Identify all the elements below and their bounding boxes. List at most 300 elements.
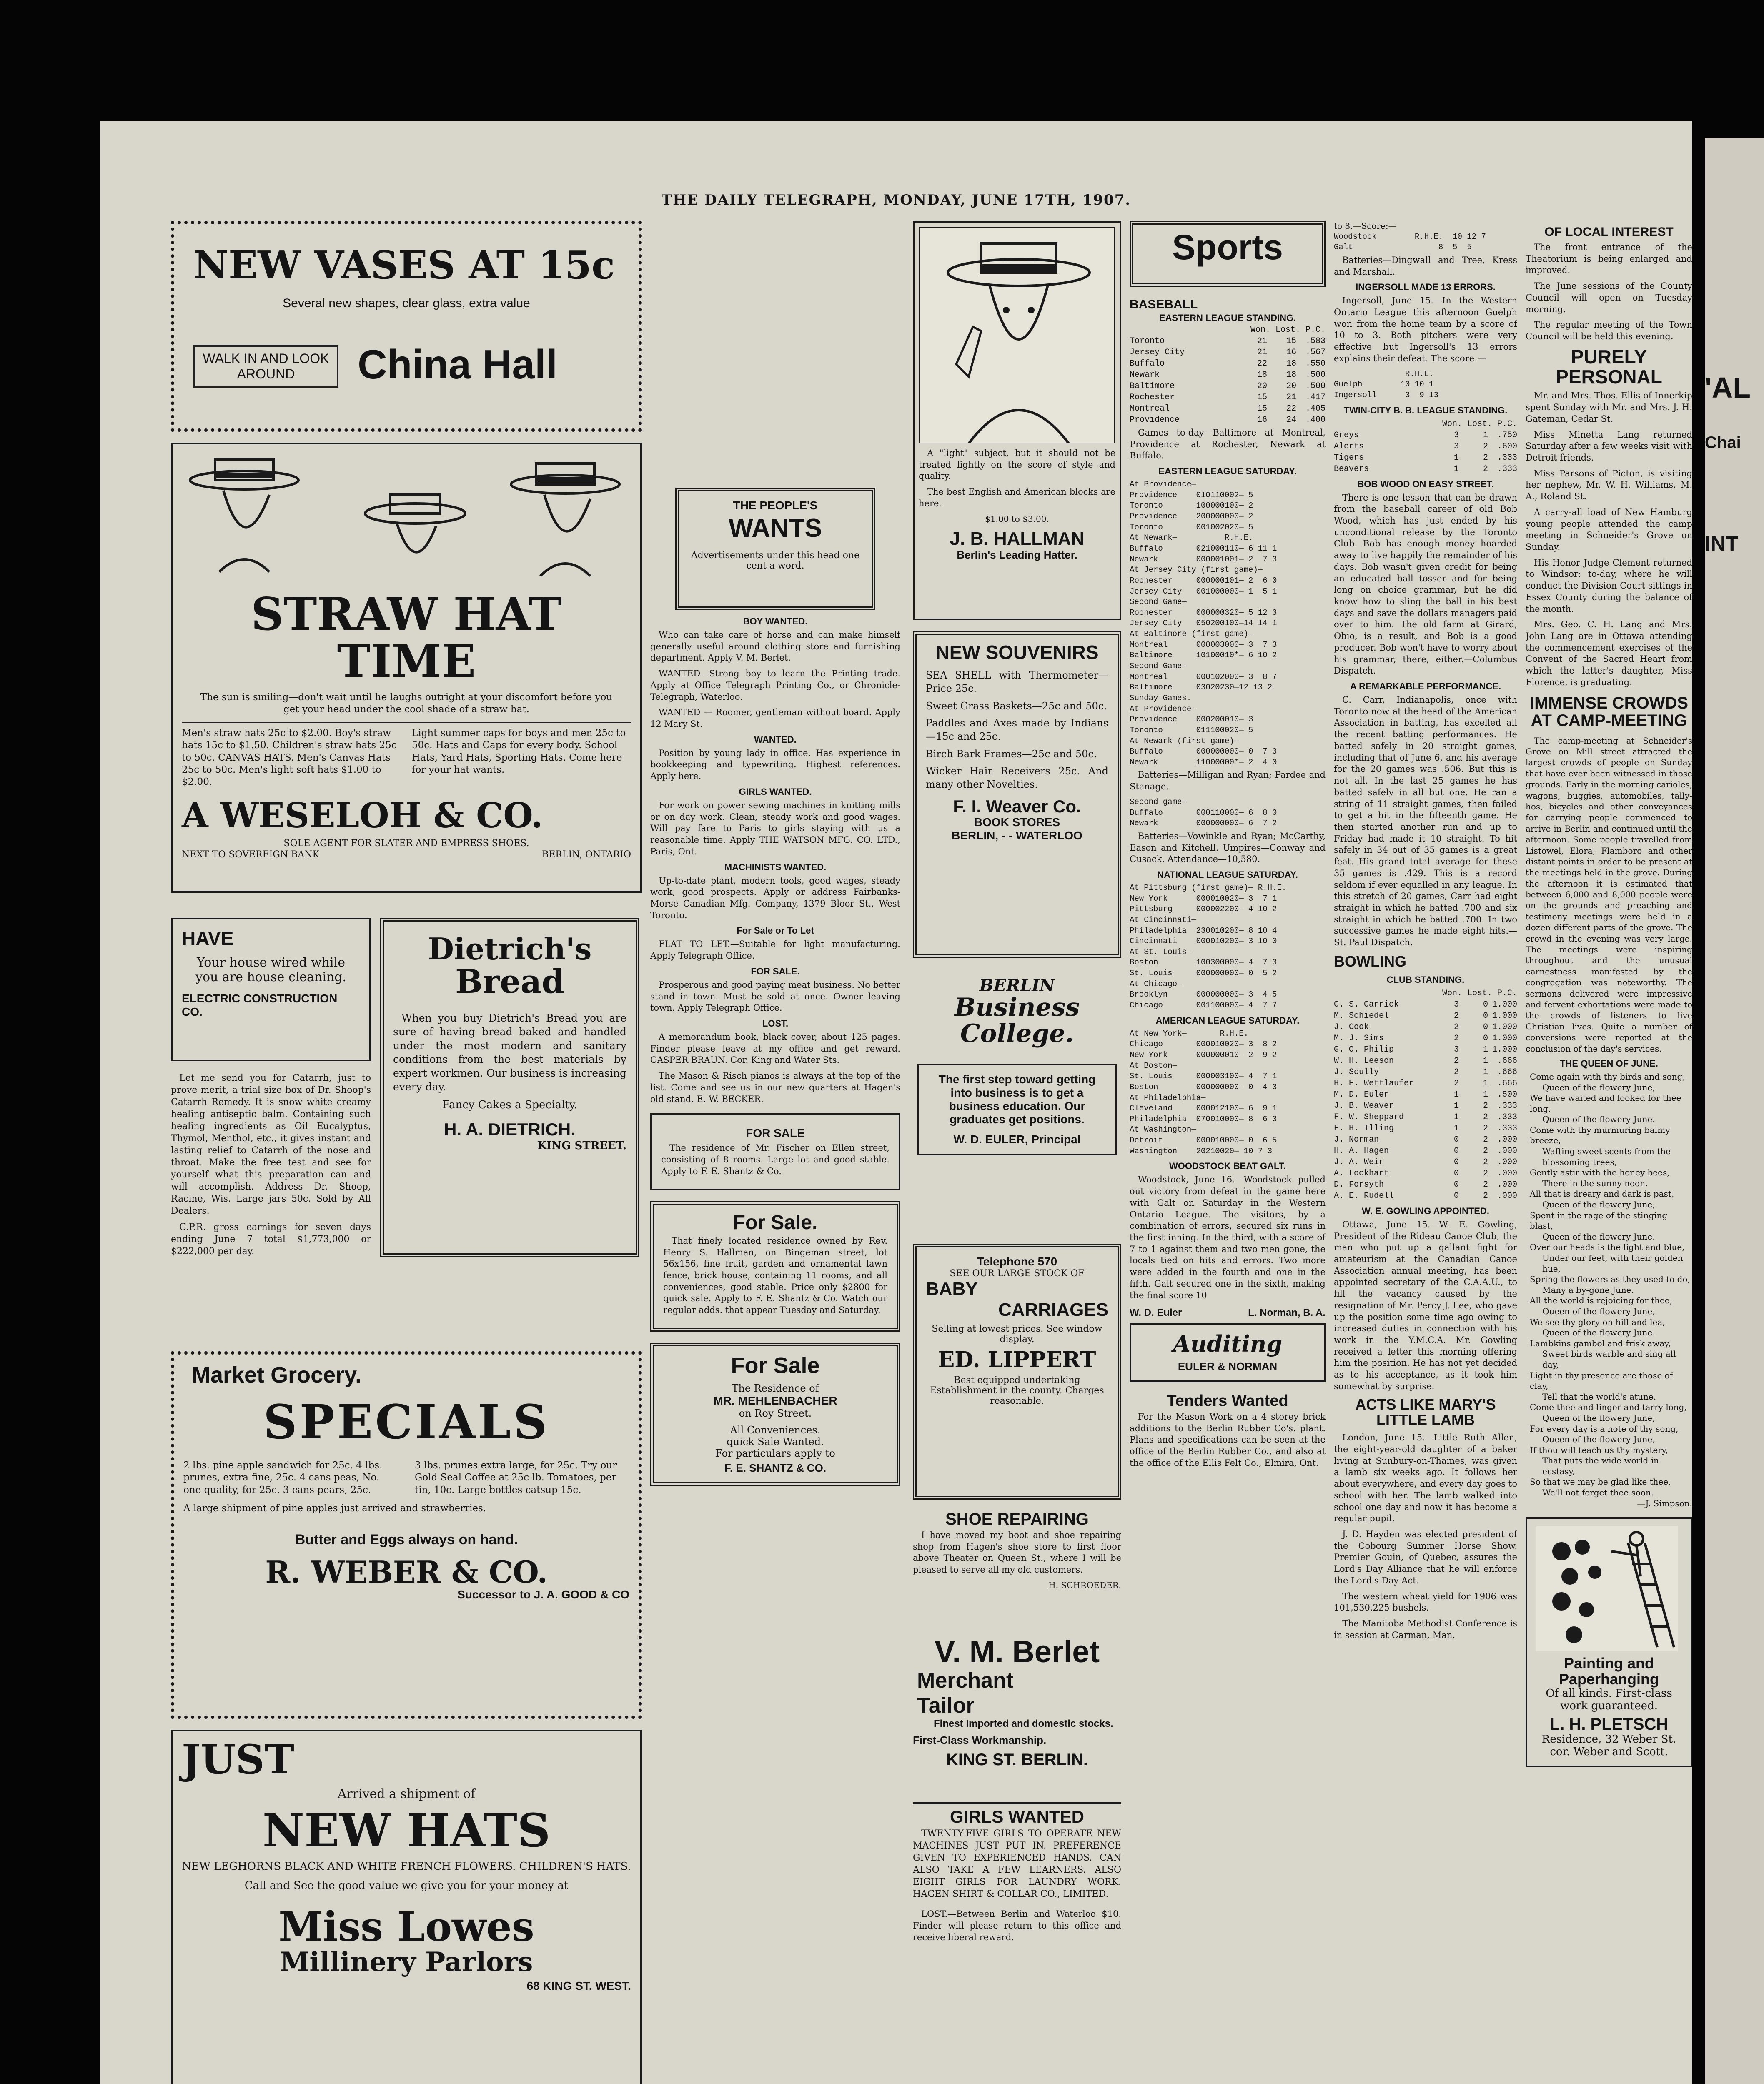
club-row-value: 1.000 (1492, 1011, 1517, 1021)
national-line: At Pittsburg (first game)— R.H.E. (1130, 883, 1287, 892)
eastern-saturday-head: EASTERN LEAGUE SATURDAY. (1158, 466, 1297, 477)
market-right: 3 lbs. prunes extra large, for 25c. Try our Gold Seal Coffee at 25c lb. Tomatoes, per tin, 10c. Large bottles catsup 15c. (415, 1460, 617, 1496)
twin-row-value: .600 (1497, 441, 1517, 451)
club-row-value: 2 (1483, 1168, 1488, 1178)
poem-title: THE QUEEN OF JUNE. (1560, 1058, 1658, 1069)
forsale3-l4: All Conveniences. (730, 1424, 821, 1436)
forsale2-ad (650, 1201, 900, 1331)
lippert-carriages: CARRIAGES (998, 1300, 1108, 1320)
eastern-row-value: 15 (1286, 336, 1296, 346)
club-row (1334, 1089, 1517, 1100)
club-row-value: 2 (1453, 1033, 1459, 1043)
hats-call: Call and See the good value we give you for your money at (244, 1879, 569, 1892)
hallman-price: $1.00 to $3.00. (985, 513, 1049, 524)
poem-line: We have waited and looked for thee long, (1530, 1093, 1681, 1114)
weseloh-sole: SOLE AGENT FOR SLATER AND EMPRESS SHOES. (283, 838, 529, 849)
club-row-value: .666 (1497, 1078, 1517, 1088)
pletsch-sub: Of all kinds. First-class work guaranteed. (1546, 1687, 1672, 1712)
straw-hat-heads-icon (182, 451, 632, 589)
club-row-name: J. A. Weir (1334, 1157, 1384, 1167)
poem-line: Spent in the rage of the stinging blast, (1530, 1210, 1668, 1231)
twin-row-value: 1 (1483, 430, 1488, 440)
personal-title: PURELY PERSONAL (1556, 346, 1662, 388)
column-sports (1130, 221, 1326, 1473)
club-row-name: J. B. Weaver (1334, 1101, 1394, 1111)
market-left: 2 lbs. pine apple sandwich for 25c. 4 lbs. prunes, extra fine, 25c. 4 cans peas, No. one quality, for 25c. 3 cans pears, 25c. (183, 1460, 383, 1496)
score-line: At Providence— (1130, 704, 1196, 714)
strawhat-left: Men's straw hats 25c to $2.00. Boy's straw hats 15c to $1.50. Children's straw hats 25c to 50c. CANVAS HATS. Men's Canvas Hats 25c to 50c. Men's light soft hats $1.00 to $2.00. (182, 727, 397, 788)
eastern-row-value: 20 (1257, 381, 1267, 391)
american-scores (1130, 1029, 1326, 1157)
lippert-body: Best equipped undertaking Establishment in the county. Charges reasonable. (930, 1375, 1104, 1406)
club-row-value: .000 (1497, 1135, 1517, 1145)
club-row-value: 0 (1453, 1180, 1459, 1190)
electric-ad (171, 918, 371, 1061)
college-principal: W. D. EULER, Principal (953, 1133, 1081, 1146)
eastern-row-name: Buffalo (1130, 359, 1165, 368)
twin-row-value: 3 (1453, 441, 1459, 451)
ingersoll-head: INGERSOLL MADE 13 ERRORS. (1356, 282, 1496, 293)
wood-story: There is one lesson that can be drawn from the baseball career of old Bob Wood, which has just ended by his unconditional release by the Toronto Club. Bob has enough money hoarded away to live happily the remainder of his days. Bob wasn't given credit for being an educated ball tosser and for being long on choice grammar, but he did know how to sling the ball in his best days and save the dollars managers paid over to him. The old farm at Girard, Ohio, is a result, and Bob is a good producer. Bob won't have to worry about his grammar, there, either.—Columbus Dispatch. (1334, 492, 1517, 676)
forsale2-body: That finely located residence owned by Rev. Henry S. Hallman, on Bingeman street, lot 56x156, fine fruit, garden and ornamental lawn fence, brick house, containing 11 rooms, and all conveniences, good stable. Price only $2800 for quick sale. Apply to F. E. Shantz & Co. Watch our regular adds. that appear Tuesday and Saturday. (663, 1235, 887, 1315)
lippert-sell: Selling at lowest prices. See window display. (932, 1324, 1102, 1345)
weseloh-city: BERLIN, ONTARIO (542, 849, 631, 860)
poem-line: If thou will teach us thy mystery, (1530, 1445, 1668, 1455)
club-row (1334, 1100, 1517, 1112)
want-heading: LOST. (762, 1018, 789, 1029)
poem-line: Come with thy murmuring balmy breeze, (1530, 1125, 1670, 1146)
twin-row-name: Greys (1334, 430, 1359, 440)
weaver-firm: F. I. Weaver Co. (953, 796, 1081, 816)
ingersoll-line: R.H.E. (1334, 369, 1434, 378)
hats-just: JUST (182, 1736, 294, 1783)
club-row-value: 2 (1453, 1022, 1459, 1032)
twin-row-value: .750 (1497, 430, 1517, 440)
club-row-value: 2 (1453, 1067, 1459, 1077)
twin-row-value: 2 (1483, 453, 1488, 463)
club-row-value: 1.000 (1492, 999, 1517, 1009)
new-hats-ad (171, 1730, 642, 2084)
woodstock-batteries: Batteries—Dingwall and Tree, Kress and Marshall. (1334, 255, 1517, 277)
hallman-ad (913, 221, 1121, 620)
score-line: Second Game— (1130, 597, 1187, 607)
wood-head: BOB WOOD ON EASY STREET. (1357, 478, 1494, 489)
ingersoll-line: Guelph 10 10 1 (1334, 380, 1434, 389)
eastern-row-name: Baltimore (1130, 381, 1175, 391)
club-row (1334, 1157, 1517, 1168)
tenders-body: For the Mason Work on a 4 storey brick additions to the Berlin Rubber Co's. plant. Plans and specifications can be seen at the office of the Berlin Rubber Co., and also at the office of the Ellis Felt Co., Elmira, Ont. (1130, 1411, 1326, 1468)
score-line: Buffalo 021000110— 6 11 1 (1130, 544, 1277, 553)
galt-story: Woodstock, June 16.—Woodstock pulled out victory from defeat in the game here with Galt on Saturday in the Western Ontario League. The visitors, by a combination of errors, secured six runs in the first inning. In the third, with a score of 7 to 1 against them and two men gone, the locals tied on hits and errors. Two more were added in the fourth and one in the fifth. Galt secured one in the sixth, making the final score 10 (1130, 1175, 1326, 1300)
personal-item: His Honor Judge Clement returned to Windsor: to-day, where he will conduct the Division Court sittings in Essex County during the balance of the month. (1526, 557, 1692, 614)
eastern-row-name: Montreal (1130, 404, 1170, 413)
poem-line: Queen of the flowery June, (1542, 1434, 1655, 1445)
poem-line: Light in thy presence are those of clay, (1530, 1370, 1673, 1391)
score-line: Newark 000000000— 6 7 2 (1130, 819, 1277, 828)
national-line: At St. Louis— (1130, 947, 1192, 957)
painter-on-ladder-icon (1536, 1526, 1678, 1651)
score-line: Second game— (1130, 797, 1187, 807)
want-text: WANTED — Roomer, gentleman without board. Apply 12 Mary St. (650, 707, 900, 729)
score-line: Rochester 000000320— 5 12 3 (1130, 608, 1277, 617)
eastern-row-name: Providence (1130, 415, 1180, 425)
eastern-standing-head: EASTERN LEAGUE STANDING. (1159, 313, 1296, 323)
vases-headline: NEW VASES AT 15c (193, 243, 615, 288)
poem-line: Gently astir with the honey bees, (1530, 1167, 1670, 1178)
eastern-row-value: 16 (1286, 348, 1296, 357)
want-text: WANTED—Strong boy to learn the Printing trade. Apply at Office Telegraph Printing Co., or Chronicle-Telegraph, Waterloo. (650, 669, 900, 702)
wants-title1: THE PEOPLE'S (733, 499, 818, 512)
euler-right: L. Norman, B. A. (1248, 1307, 1326, 1319)
poem-line: We see thy glory on hill and lea, (1530, 1317, 1665, 1327)
eastern-row-value: 22 (1286, 404, 1296, 413)
berlet-l3: Finest Imported and domestic stocks. (934, 1718, 1113, 1729)
score-line: Jersey City 001000000— 1 5 1 (1130, 586, 1277, 596)
club-row-name: H. E. Wettlaufer (1334, 1078, 1414, 1088)
score-line: Newark 11000000*— 2 4 0 (1130, 757, 1277, 767)
euler-firm: EULER & NORMAN (1178, 1360, 1278, 1373)
american-line: Detroit 000010000— 0 6 5 (1130, 1136, 1277, 1145)
local-item: The front entrance of the Theatorium is being enlarged and improved. (1526, 242, 1692, 276)
dietrich-ad (380, 918, 639, 1257)
american-line: New York 000000010— 2 9 2 (1130, 1050, 1277, 1060)
twin-row (1334, 441, 1517, 452)
club-row-value: .000 (1497, 1157, 1517, 1167)
electric-body: Your house wired while you are house cleaning. (195, 955, 346, 984)
lowes-addr: 68 KING ST. WEST. (526, 1979, 631, 1993)
national-line: At Chicago— (1130, 979, 1182, 989)
batteries2: Batteries—Vowinkle and Ryan; McCarthy, Eason and Kitchell. Umpires—Conway and Cusack. Attendance—10,580. (1130, 831, 1326, 864)
poem-line: Lambkins gambol and frisk away, (1530, 1338, 1671, 1348)
score-line: Toronto 011100020— 5 (1130, 725, 1253, 735)
club-row-name: H. A. Hagen (1334, 1146, 1389, 1156)
eastern-row (1130, 381, 1326, 392)
club-row-value: 1 (1483, 1045, 1488, 1055)
girls-title: GIRLS WANTED (950, 1807, 1084, 1826)
national-line: Boston 100300000— 4 7 3 (1130, 958, 1277, 967)
poem-line: Queen of the flowery June. (1542, 1114, 1655, 1125)
poem-line: Queen of the flowery June, (1542, 1306, 1655, 1316)
lamb-head: ACTS LIKE MARY'S LITTLE LAMB (1355, 1395, 1496, 1429)
poem-line: Over our heads is the light and blue, (1530, 1242, 1685, 1252)
forsale3-firm: F. E. SHANTZ & CO. (724, 1461, 827, 1474)
lippert-firm: ED. LIPPERT (938, 1347, 1096, 1373)
club-row-value: 1.000 (1492, 1022, 1517, 1032)
sports-banner (1130, 221, 1326, 287)
club-row-value: .000 (1497, 1191, 1517, 1201)
club-row (1334, 1078, 1517, 1089)
eastern-row-value: 20 (1286, 381, 1296, 391)
college-name2: Business College. (954, 993, 1080, 1048)
twin-row-value: 2 (1483, 441, 1488, 451)
crowds-title: IMMENSE CROWDS AT CAMP-MEETING (1530, 694, 1688, 730)
woodstock-score (1334, 232, 1517, 253)
shoe-title: SHOE REPAIRING (945, 1510, 1089, 1528)
market-headline: SPECIALS (263, 1395, 550, 1450)
vases-walk-box: WALK IN AND LOOK AROUND (193, 345, 338, 388)
strawhat-intro: The sun is smiling—don't wait until he laughs outright at your discomfort before you get your head under the cool shade of a straw hat. (200, 691, 613, 715)
poem-line: Come thee and linger and tarry long, (1530, 1402, 1687, 1413)
poem-line: So that we may be glad like thee, (1530, 1477, 1671, 1487)
shoe-firm: H. SCHROEDER. (1048, 1580, 1121, 1590)
poem-lines (1526, 1072, 1692, 1498)
club-row-name: F. W. Sheppard (1334, 1112, 1404, 1122)
column-local (1526, 221, 1692, 1778)
twin-row-name: Beavers (1334, 464, 1369, 474)
poem-line: Wafting sweet scents from the blossoming trees, (1542, 1146, 1671, 1167)
eastern-row-value: 22 (1257, 359, 1267, 368)
cpr-notice: C.P.R. gross earnings for seven days ending June 7 total $1,773,000 or $222,000 per day. (171, 1222, 371, 1257)
score-line: Baltimore 10100010*— 6 10 2 (1130, 651, 1277, 660)
forsale1-body: The residence of Mr. Fischer on Ellen street, consisting of 8 rooms. Large lot and good stable. Apply to F. E. Shantz & Co. (661, 1143, 890, 1176)
eastern-row (1130, 414, 1326, 426)
club-row-value: 1 (1453, 1123, 1459, 1133)
eastern-row-value: 24 (1286, 415, 1296, 425)
score-line: Providence 200000000— 2 (1130, 512, 1253, 521)
eastern-row-value: .500 (1305, 370, 1326, 380)
ingersoll-score (1334, 369, 1517, 401)
edge-frag1: 'AL (1705, 371, 1751, 404)
club-row-value: 2 (1483, 1157, 1488, 1167)
want-text: Position by young lady in office. Has experience in bookkeeping and typewriting. Highest references. Apply here. (650, 748, 900, 782)
china-hall: China Hall (358, 341, 558, 387)
souvenir-item: Sweet Grass Baskets—25c and 50c. (926, 700, 1107, 712)
market-title: Market Grocery. (192, 1363, 362, 1388)
national-line: Chicago 001100000— 4 7 7 (1130, 1001, 1277, 1010)
want-heading: BOY WANTED. (743, 616, 808, 626)
ingersoll-story: Ingersoll, June 15.—In the Western Ontario League this afternoon Guelph won from the home team by a score of 10 to 3. Both pitchers were very effective but Ingersoll's 13 errors explains their defeat. The score:— (1334, 296, 1517, 363)
local-items (1526, 242, 1692, 343)
tenders-title: Tenders Wanted (1167, 1392, 1288, 1410)
twin-row-name: Alerts (1334, 441, 1364, 451)
club-row-value: .000 (1497, 1180, 1517, 1190)
market-grocery-ad (171, 1351, 642, 1719)
want-text: Who can take care of horse and can make himself generally useful around clothing store and furnishing department. Apply V. M. Berlet. (650, 630, 900, 663)
twin-row-value: .333 (1497, 453, 1517, 463)
club-row-value: .333 (1497, 1101, 1517, 1111)
eastern-row (1130, 369, 1326, 381)
club-row (1334, 1190, 1517, 1202)
club-row-name: M. D. Euler (1334, 1090, 1389, 1100)
club-row (1334, 1134, 1517, 1145)
weber-successor: Successor to J. A. GOOD & CO (457, 1588, 629, 1601)
edge-frag2: Chai (1705, 433, 1741, 452)
national-line: At Cincinnati— (1130, 915, 1196, 924)
weseloh-firm: A WESELOH & CO. (182, 795, 543, 836)
hats-arrived: Arrived a shipment of (337, 1786, 476, 1801)
berlet-l2: Tailor (917, 1693, 975, 1718)
personal-item: Mrs. Geo. C. H. Lang and Mrs. John Lang are in Ottawa attending the commencement exercises of the Convent of the Sacred Heart from which the latter's daughter, Miss Florence, is graduating. (1526, 619, 1692, 687)
wants-list (650, 616, 900, 1105)
electric-have: HAVE (182, 927, 234, 949)
crowds-story: The camp-meeting at Schneider's Grove on Mill street attracted the largest crowds of people on Sunday that have ever been witnessed in those grounds. Early in the morning carioles, wagons, buggies, automobiles, tally-hos, bicycles and other conveyances for carrying people commenced to arrive in Berlin and continued until the afternoon. Some people travelled from Listowel, Elora, Flamboro and other distant points in order to be present at the meetings held in the grove. During the afternoon it is estimated that between 6,000 and 8,000 people were on the grounds and preaching and testimony meetings were held in a dozen different parts of the grove. The crowd in the evening was very large. The meetings were inspiring throughout and the unusual earnestness manifested by the congregation was noteworthy. The sermons delivered were impressive and fervent exhortations were made to the crowds of listeners to live Christian lives. Quite a number of conversions were reported at the conclusion of the day's services. (1526, 735, 1692, 1054)
lamb-story: London, June 15.—Little Ruth Allen, the eight-year-old daughter of a baker living at Sunbury-on-Thames, was given a lamb six weeks ago. It follows her about everywhere, and every day goes to school with her. The lamb walked into school one day and now it has become a regular pupil. (1334, 1433, 1517, 1524)
next-page-edge (1705, 138, 1764, 2084)
vases-subline: Several new shapes, clear glass, extra value (283, 296, 530, 310)
pletsch-firm: L. H. PLETSCH (1549, 1715, 1669, 1733)
club-row-value: 1 (1483, 1056, 1488, 1066)
newspaper-page (100, 121, 1692, 2084)
market-shipment: A large shipment of pine apples just arrived and strawberries. (183, 1503, 486, 1514)
score-line: Baltimore 03020230—12 13 2 (1130, 683, 1273, 692)
club-row-value: .666 (1497, 1056, 1517, 1066)
twin-row-value: 3 (1453, 430, 1459, 440)
want-text: For work on power sewing machines in knitting mills or on day work. Clean, steady work and good wages. Will pay fare to Paris to girls staying with us a reasonable time. Apply THE WATSON MFG. CO. LTD., Paris, Ont. (650, 800, 900, 857)
eastern-row-value: .550 (1305, 359, 1326, 368)
personal-item: A carry-all load of New Hamburg young people attended the camp meeting in Schneider's Grove on Sunday. (1526, 507, 1692, 552)
poem-line: Under our feet, with their golden hue, (1542, 1253, 1683, 1274)
poem-line: Spring the flowers as they used to do, (1530, 1274, 1690, 1285)
club-row-value: 1 (1453, 1112, 1459, 1122)
forsale1-ad (650, 1113, 900, 1190)
lippert-see: SEE OUR LARGE STOCK OF (950, 1268, 1085, 1279)
college-body: The first step toward getting into business is to get a business education. Our graduates get positions. (938, 1073, 1096, 1126)
club-row-value: .500 (1497, 1090, 1517, 1100)
poem-line: There in the sunny noon. (1542, 1178, 1648, 1188)
club-row-name: J. Scully (1334, 1067, 1379, 1077)
poem-line: Many a by-gone June. (1542, 1285, 1634, 1295)
poem-line: Queen of the flowery June, (1542, 1082, 1655, 1092)
college-name1: BERLIN (979, 976, 1055, 995)
club-row-name: J. Norman (1334, 1135, 1379, 1145)
want-heading: For Sale or To Let (737, 925, 814, 936)
eastern-row-value: 21 (1286, 393, 1296, 402)
poem-line: Tell that the world's atune. (1542, 1391, 1656, 1402)
american-line: St. Louis 000003100— 4 7 1 (1130, 1072, 1277, 1081)
twin-row (1334, 430, 1517, 441)
eastern-row (1130, 336, 1326, 347)
club-row-name: G. O. Philip (1334, 1045, 1394, 1055)
score-line: Toronto 001002020— 5 (1130, 522, 1253, 532)
berlet-l1: Merchant (917, 1668, 1014, 1693)
souvenirs-list (926, 669, 1108, 791)
eastern-row-value: 18 (1286, 370, 1296, 380)
market-butter: Butter and Eggs always on hand. (295, 1532, 518, 1548)
club-row-value: 1 (1483, 1067, 1488, 1077)
eastern-row (1130, 358, 1326, 369)
strawhat-right: Light summer caps for boys and men 25c to 50c. Hats and Caps for every body. School Hats, Yard Hats, Sporting Hats. Come here for your hat wants. (412, 727, 626, 775)
club-row-value: 0 (1453, 1135, 1459, 1145)
lippert-phone: Telephone 570 (977, 1255, 1057, 1268)
club-row-value: 0 (1453, 1191, 1459, 1201)
hallman-caption: A "light" subject, but it should not be treated lightly on the score of style and quality. (919, 448, 1115, 481)
eastern-row (1130, 392, 1326, 403)
eastern-row-value: 15 (1257, 404, 1267, 413)
national-line: St. Louis 000000000— 0 5 2 (1130, 969, 1277, 978)
poem-line: Queen of the flowery June, (1542, 1200, 1655, 1210)
score-line: Sunday Games. (1130, 693, 1192, 703)
poem-line: All the world is rejoicing for thee, (1530, 1295, 1672, 1306)
forsale3-l5: quick Sale Wanted. (727, 1435, 824, 1448)
club-row-name: F. H. Illing (1334, 1123, 1394, 1133)
want-heading: MACHINISTS WANTED. (724, 862, 827, 872)
eastern-row-value: .500 (1305, 381, 1326, 391)
club-row (1334, 999, 1517, 1010)
american-line: Washington 20210020— 10 7 3 (1130, 1146, 1273, 1156)
berlet-ad (913, 1636, 1121, 1802)
weaver-sub: BOOK STORES (974, 815, 1060, 829)
club-row-value: .333 (1497, 1112, 1517, 1122)
local-item: The June sessions of the County Council will open on Tuesday morning. (1526, 281, 1692, 314)
want-text: The Mason & Risch pianos is always at the top of the list. Come and see us in our new quarters at Hagen's old stand. E. W. BECKER. (650, 1071, 900, 1104)
club-row-name: W. H. Leeson (1334, 1056, 1394, 1066)
club-row (1334, 1033, 1517, 1044)
hat-illustration (182, 451, 631, 589)
souvenir-item: Birch Bark Frames—25c and 50c. (926, 748, 1097, 760)
twin-head: TWIN-CITY B. B. LEAGUE STANDING. (1343, 405, 1508, 416)
eastern-row (1130, 347, 1326, 358)
club-row-value: 0 (1453, 1157, 1459, 1167)
club-row-value: 2 (1483, 1180, 1488, 1190)
shoe-body: I have moved my boot and shoe repairing shop from Hagen's shoe store to first floor above Theater on Queen St., where I will be pleased to serve all my old customers. (913, 1530, 1121, 1575)
club-row (1334, 1145, 1517, 1157)
club-row-value: 2 (1483, 1135, 1488, 1145)
woodstock-line: Galt 8 5 5 (1334, 243, 1472, 252)
national-scores (1130, 883, 1326, 1011)
poem-line: Come again with thy birds and song, (1530, 1071, 1685, 1082)
eastern-row-value: .567 (1305, 348, 1326, 357)
national-head: NATIONAL LEAGUE SATURDAY. (1157, 869, 1298, 880)
twin-row-value: 1 (1453, 464, 1459, 474)
eastern-scores-2 (1130, 797, 1326, 829)
souvenir-item: Paddles and Axes made by Indians—15c and 25c. (926, 717, 1108, 742)
eastern-row-value: 15 (1257, 393, 1267, 402)
lowes-firm: Miss Lowes (278, 1903, 534, 1951)
club-row-value: 2 (1483, 1123, 1488, 1133)
club-row-name: M. J. Sims (1334, 1033, 1384, 1043)
american-line: At Philadelphia— (1130, 1093, 1206, 1102)
american-line: At Washington— (1130, 1125, 1196, 1135)
american-head: AMERICAN LEAGUE SATURDAY. (1155, 1015, 1300, 1026)
auditing: Auditing (1173, 1330, 1282, 1358)
lippert-ad (913, 1244, 1121, 1500)
score-line: Newark 000001001— 2 7 3 (1130, 554, 1277, 564)
american-line: At New York— R.H.E. (1130, 1029, 1249, 1038)
forsale3-l6: For particulars apply to (715, 1447, 835, 1459)
column-sports-cont (1334, 221, 1517, 1645)
weseloh-next: NEXT TO SOVEREIGN BANK (182, 849, 319, 860)
club-row (1334, 1022, 1517, 1033)
american-line: Philadelphia 070010000— 8 6 3 (1130, 1114, 1277, 1124)
poem-line: Sweet birds warble and sing all day, (1542, 1349, 1676, 1370)
forsale2-title: For Sale. (733, 1212, 818, 1234)
college-box (917, 1064, 1117, 1155)
score-line: At Newark (first game)— (1130, 736, 1239, 746)
club-row-value: 1 (1453, 1090, 1459, 1100)
national-line: Brooklyn 000000000— 3 4 5 (1130, 990, 1277, 999)
souvenir-item: Wicker Hair Receivers 25c. And many other Novelties. (926, 765, 1108, 790)
column-wants (650, 488, 900, 1497)
weaver-cities: BERLIN, - - WATERLOO (952, 829, 1082, 842)
eastern-row-value: 21 (1257, 348, 1267, 357)
want-heading: WANTED. (754, 734, 797, 745)
strawhat-headline: STRAW HAT TIME (251, 588, 562, 688)
lippert-baby: BABY (926, 1279, 978, 1299)
catarrh-notice: Let me send you for Catarrh, just to prove merit, a trial size box of Dr. Shoop's Catarrh Remedy. It is snow white creamy healing antiseptic balm. Containing such healing ingredients as Oil Eucalyptus, Thymol, Menthol, etc., it gives instant and lasting relief to Catarrh of the nose and throat. Make the free test and see for yourself what this preparation can and will accomplish. Address Dr. Shoop, Racine, Wis. Large jars 50c. Sold by All Dealers. (171, 1073, 371, 1217)
twin-row-value: 2 (1483, 464, 1488, 474)
club-row-value: .000 (1497, 1168, 1517, 1178)
woodstock-cont: to 8.—Score:— (1334, 221, 1397, 231)
score-line: Providence 010110002— 5 (1130, 490, 1253, 500)
club-standing-table (1334, 999, 1517, 1202)
eastern-standing-table (1130, 336, 1326, 426)
poem-line: For every day is a note of thy song, (1530, 1423, 1679, 1434)
club-row (1334, 1067, 1517, 1078)
club-row-value: 1 (1453, 1101, 1459, 1111)
score-line: Buffalo 000000000— 0 7 3 (1130, 747, 1277, 756)
eastern-row-name: Rochester (1130, 393, 1175, 402)
pletsch-ad (1526, 1517, 1692, 1767)
